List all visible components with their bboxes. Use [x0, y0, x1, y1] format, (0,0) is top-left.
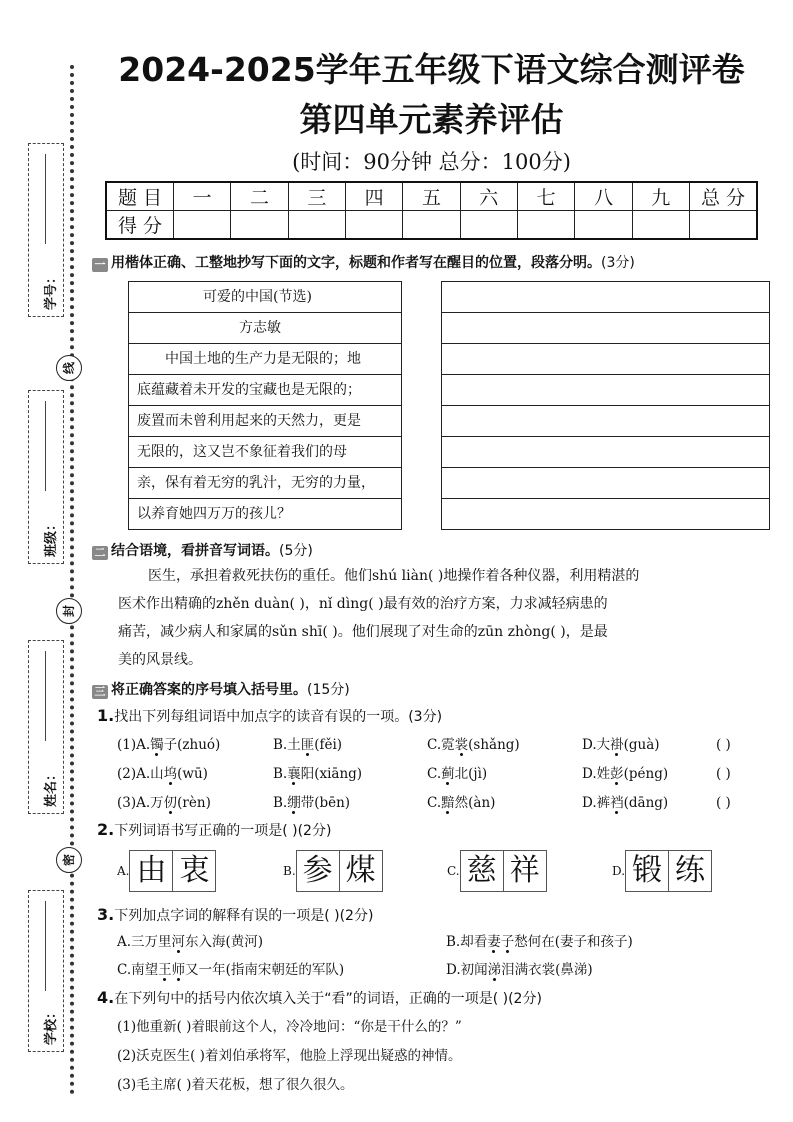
copy-line[interactable]: [442, 375, 769, 406]
class-label: 班级：: [44, 517, 59, 557]
q1-option-d: D.裤裆(dāng): [582, 795, 669, 811]
pinyin-line-3: 痛苦，减少病人和家属的sǔn shī( )。他们展现了对生命的zūn zhòng( )，是最: [118, 624, 608, 640]
option-label: B.: [283, 864, 296, 878]
q1-option-b: B.土匪(fěi): [273, 737, 343, 753]
emphasis-dot-icon: [155, 753, 158, 756]
copy-line[interactable]: [442, 437, 769, 468]
seal-seal: 封: [56, 598, 82, 624]
pinyin-line-2: 医术作出精确的zhěn duàn( )，nǐ dìng( )最有效的治疗方案，力求减轻病患的: [118, 596, 608, 612]
section3-heading: 三 将正确答案的序号填入括号里。(15分): [92, 679, 350, 699]
tianzige-box: [129, 850, 216, 892]
copy-line[interactable]: [442, 468, 769, 499]
score-header-cell: 二: [231, 182, 288, 211]
score-cell[interactable]: [460, 211, 517, 240]
score-cell[interactable]: [575, 211, 632, 240]
question-2: 2.下列词语书写正确的一项是( )(2分): [97, 820, 332, 839]
score-cell[interactable]: [632, 211, 689, 240]
question-1: 1.找出下列每组词语中加点字的读音有误的一项。(3分): [97, 706, 443, 725]
character-cell: 祥: [504, 851, 546, 891]
copy-line[interactable]: [442, 499, 769, 529]
tianzige-box: [296, 850, 383, 892]
tianzige-box: [625, 850, 712, 892]
q1-option-d: D.姓彭(péng): [582, 766, 669, 782]
score-cell[interactable]: [345, 211, 402, 240]
copy-line[interactable]: [442, 344, 769, 375]
q3-option-a: A.三万里河东入海(黄河): [117, 934, 264, 950]
student-id-label: 学号：: [44, 270, 59, 310]
emphasis-dot-icon: [615, 811, 618, 814]
section-number-icon: 一: [92, 258, 108, 272]
score-cell[interactable]: [231, 211, 288, 240]
answer-blank[interactable]: ( ): [716, 737, 731, 753]
pinyin-line-4: 美的风景线。: [118, 652, 202, 668]
q1-option-b: B.襄阳(xiāng): [273, 766, 363, 782]
character-cell: 衷: [173, 851, 215, 891]
copy-writing-box[interactable]: [441, 281, 770, 530]
passage-line: 亲，保有着无穷的乳汁，无穷的力量，: [129, 468, 401, 499]
score-header-cell: 九: [632, 182, 689, 211]
emphasis-dot-icon: [169, 782, 172, 785]
emphasis-dot-icon: [306, 753, 309, 756]
q1-option-c: C.黯然(àn): [427, 795, 496, 811]
emphasis-dot-icon: [493, 978, 496, 981]
character-cell: 慈: [461, 851, 504, 891]
passage-line: 以养育她四万万的孩儿？: [137, 506, 291, 522]
score-cell[interactable]: [288, 211, 345, 240]
score-header-cell: 四: [345, 182, 402, 211]
passage-line: 中国土地的生产力是无限的；地: [129, 344, 401, 375]
score-header-cell: 七: [517, 182, 574, 211]
score-header-cell: 题 目: [106, 182, 174, 211]
q1-option-c: C.霓裳(shǎng): [427, 737, 520, 753]
score-cell[interactable]: [403, 211, 460, 240]
emphasis-dot-icon: [446, 782, 449, 785]
answer-blank[interactable]: ( ): [716, 766, 731, 782]
page-title: 2024-2025学年五年级下语文综合测评卷: [118, 50, 745, 89]
copy-line[interactable]: [442, 313, 769, 344]
passage-box: [128, 281, 402, 530]
seal-line: 线: [56, 355, 82, 381]
emphasis-dot-icon: [446, 811, 449, 814]
q3-option-d: D.初闻涕泪满衣裳(鼻涕): [446, 962, 593, 978]
q1-option-c: C.蓟北(jì): [427, 766, 488, 782]
score-header-cell: 总 分: [690, 182, 758, 211]
score-header-cell: 六: [460, 182, 517, 211]
q1-option-a: (2)A.山坞(wū): [117, 766, 208, 782]
section1-heading: 一 用楷体正确、工整地抄写下面的文字，标题和作者写在醒目的位置，段落分明。(3分): [92, 252, 635, 272]
q2-option-b: [283, 850, 383, 892]
score-header-cell: 一: [174, 182, 231, 211]
score-header-cell: 五: [403, 182, 460, 211]
q1-option-a: (1)A.镯子(zhuó): [117, 737, 221, 753]
score-header-cell: 八: [575, 182, 632, 211]
passage-author: 方志敏: [129, 313, 401, 344]
q3-option-c: C.南望王师又一年(指南宋朝廷的军队): [117, 962, 345, 978]
option-label: A.: [117, 864, 130, 878]
score-cell[interactable]: [517, 211, 574, 240]
question-4: 4.在下列句中的括号内依次填入关于“看”的词语，正确的一项是( )(2分): [97, 988, 542, 1007]
q4-item-1: (1)他重新( )着眼前这个人，冷冷地问：“你是干什么的？”: [117, 1019, 462, 1035]
score-cell[interactable]: [690, 211, 758, 240]
page-subtitle: 第四单元素养评估: [299, 100, 564, 139]
passage-line: 无限的，这又岂不象征着我们的母: [129, 437, 401, 468]
section-number-icon: 二: [92, 546, 108, 560]
character-cell: 煤: [340, 851, 382, 891]
emphasis-dot-icon: [506, 950, 509, 953]
section2-heading: 二 结合语境，看拼音写词语。(5分): [92, 540, 313, 560]
q4-item-3: (3)毛主席( )着天花板，想了很久很久。: [117, 1077, 354, 1093]
passage-line: 废置而未曾利用起来的天然力，更是: [129, 406, 401, 437]
seal-secret: 密: [56, 847, 82, 873]
q2-option-d: [612, 850, 712, 892]
exam-info: (时间：90分钟 总分：100分): [292, 150, 571, 174]
name-label: 姓名：: [44, 767, 59, 807]
character-cell: 由: [130, 851, 173, 891]
character-cell: 锻: [626, 851, 669, 891]
passage-line: 底蕴藏着未开发的宝藏也是无限的；: [129, 375, 401, 406]
name-field[interactable]: [28, 640, 64, 814]
q3-option-b: B.却看妻子愁何在(妻子和孩子): [446, 934, 633, 950]
q1-option-b: B.绷带(bēn): [273, 795, 351, 811]
score-row-label: 得 分: [106, 211, 174, 240]
score-table: [105, 181, 758, 240]
pinyin-line-1: 医生，承担着救死扶伤的重任。他们shú liàn( )地操作着各种仪器，利用精湛的: [148, 568, 640, 584]
character-cell: 参: [297, 851, 340, 891]
emphasis-dot-icon: [177, 950, 180, 953]
section-number-icon: 三: [92, 685, 108, 699]
option-label: D.: [612, 864, 626, 878]
emphasis-dot-icon: [615, 753, 618, 756]
q2-option-a: [117, 850, 216, 892]
score-cell[interactable]: [174, 211, 231, 240]
school-label: 学校：: [44, 1005, 59, 1045]
q1-option-a: (3)A.万仞(rèn): [117, 795, 211, 811]
q2-option-c: [447, 850, 547, 892]
tianzige-box: [460, 850, 547, 892]
question-3: 3.下列加点字词的解释有误的一项是( )(2分): [97, 905, 374, 924]
copy-line[interactable]: [442, 282, 769, 313]
class-field[interactable]: [28, 390, 64, 564]
option-label: C.: [447, 864, 460, 878]
emphasis-dot-icon: [169, 811, 172, 814]
binding-dotted-line: [70, 65, 74, 1095]
q4-item-2: (2)沃克医生( )着刘伯承将军，他脸上浮现出疑惑的神情。: [117, 1048, 462, 1064]
emphasis-dot-icon: [163, 978, 166, 981]
character-cell: 练: [669, 851, 711, 891]
emphasis-dot-icon: [177, 978, 180, 981]
copy-line[interactable]: [442, 406, 769, 437]
emphasis-dot-icon: [615, 782, 618, 785]
school-field[interactable]: [28, 890, 64, 1052]
score-header-cell: 三: [288, 182, 345, 211]
q1-option-d: D.大褂(guà): [582, 737, 660, 753]
answer-blank[interactable]: ( ): [716, 795, 731, 811]
emphasis-dot-icon: [460, 753, 463, 756]
passage-title: 可爱的中国(节选): [129, 282, 401, 313]
